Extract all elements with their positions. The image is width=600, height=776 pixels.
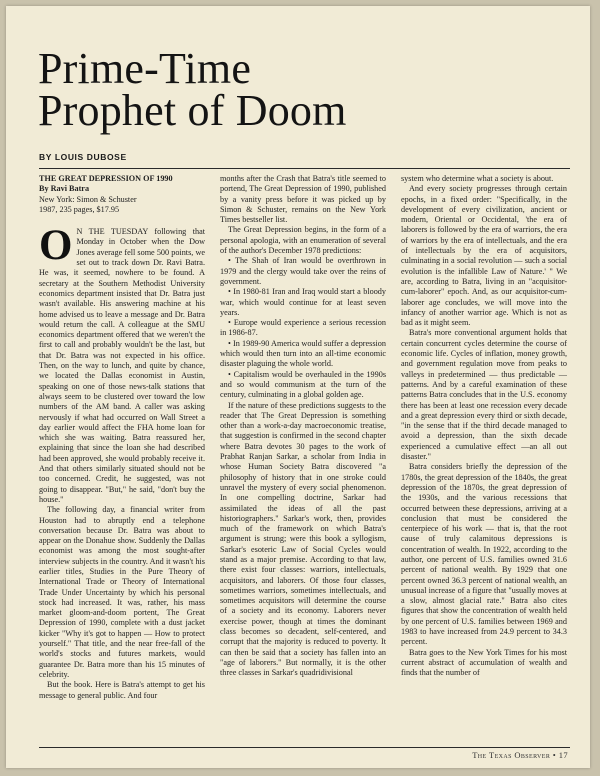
- paragraph: months after the Crash that Batra's title seemed to portend, The Great Depression of 1990, published by a vanity press before it was picked up by Simon & Schuster, remains on the New York Times bestseller list.: [220, 174, 386, 225]
- lead-paragraph: [39, 222, 205, 505]
- book-author: By Ravi Batra: [39, 184, 90, 194]
- footer-separator: •: [552, 750, 557, 760]
- article-title: [38, 44, 558, 135]
- bullet-item: • Capitalism would be overhauled in the 1990s and so would communism at the turn of the century, culminating in a global golden age.: [220, 369, 386, 400]
- title-line-2: Prophet of Doom: [38, 86, 347, 135]
- bullet-item: • Europe would experience a serious recession in 1986-87.: [220, 318, 386, 338]
- paragraph: But the book. Here is Batra's attempt to get his message to general public. And four: [39, 680, 205, 700]
- paragraph: Batra considers briefly the depression of the 1780s, the great depression of the 1840s, the great depression of the 1870s, the great depression of the 1930s, and the various recessions that occurred between these depressions, arriving at a conclusion that must be considered the centerpiece of his work — that is, that the root cause of truly calamitous depressions is concentration of wealth. In 1922, according to the author, one percent of U.S. families owned 31.6 percent of national wealth. By 1929 that one percent owned 36.3 percent of national wealth, an unusual increase of a figure that "usually moves at a slow, almost glacial rate." Batra also cites figures that show the concentration of wealth held by one percent of U.S. families between 1969 and 1983 to have increased from 24.9 percent to 34.3 percent.: [401, 462, 567, 647]
- book-title: THE GREAT DEPRESSION OF 1990: [39, 174, 173, 183]
- paragraph: Batra goes to the New York Times for his most current abstract of accumulation of wealth and finds that the number of: [401, 647, 567, 678]
- bullet-item: • In 1989-90 America would suffer a depression which would then turn into an all-time economic disaster plaguing the whole world.: [220, 338, 386, 369]
- title-line-1: Prime-Time: [38, 44, 252, 93]
- bullet-item: • In 1980-81 Iran and Iraq would start a bloody war, which would continue for at least seven years.: [220, 287, 386, 317]
- column-2: [220, 174, 386, 744]
- page-footer: [472, 750, 568, 760]
- paragraph: system who determine what a society is about.: [401, 174, 554, 183]
- book-publisher: New York: Simon & Schuster: [39, 194, 137, 204]
- column-3: [401, 174, 567, 744]
- book-info: [39, 174, 205, 215]
- paragraph: The following day, a financial writer from Houston had to abruptly end a telephone conversation because Dr. Batra was about to appear on the Donahue show. Suddenly the Dallas economist was among the most sought-after interview subjects in the country. And it wasn't his earlier titles, Studies in the Pure Theory of International Trade or Theory of International Trade Under Uncertainty by which his personal stock had increased. It was, rather, his mass market gloom-and-doom portent, The Great Depression of 1990, complete with a dust jacket kicker "Why it's got to happen — How to protect yourself." That title, and the near free-fall of the world's stocks and futures markets, would guarantee Dr. Batra more than his 15 minutes of celebrity.: [39, 505, 205, 679]
- publication-name: The Texas Observer: [472, 750, 551, 760]
- paragraph-text: N THE TUESDAY following that Monday in October when the Dow Jones average fell some 500 points, we set out to track down Dr. Ravi Batra. He was, it seemed, nowhere to be found. A secretary at the Southern Methodist University economics department insisted that Dr. Batra just wasn't available. His answering machine at his home advised us to leave a message and Dr. Batra would return the call. A colleague at the SMU economics department offered that we weren't the first to call and probably wouldn't be the last, but that Dr. Batra was not expected in his office. Then, on the way to lunch, and quite by chance, we located the Dallas economist in Austin, speaking on one of those news-talk stations that always seem to be clustered over toward the low numbers of the AM band. A caller was asking nervously if what had occurred on Wall Street a day earlier would affect the FHA home loan for which she was waiting. Batra reassured her, explaining that since the loan she had described had been approved, she would probably receive it. And that others similarly situated should not be too concerned. Credit, he suggested, was not going to disappear. "But," he said, "don't buy the house.": [39, 227, 205, 504]
- bottom-rule: [39, 747, 570, 748]
- drop-cap: O: [39, 222, 73, 270]
- column-1: [39, 174, 205, 744]
- paragraph: If the nature of these predictions suggests to the reader that The Great Depression is something other than a work-a-day macroeconomic treatise, that suggestion is confirmed in the second chapter where Batra devotes 30 pages to the work of Prabhat Ranjan Sarkar, a scholar from India in whose Human Society Batra discovered "a philosophy of history that in one stroke could unravel the mystery of every social phenomenon. In one compelling doctrine, Sarkar had assimilated the ideas of all the past historiographers." Sarkar's work, then, provides much of the framework on which Batra's argument is strung; were this book a syllogism, Sarkar's esoteric Law of Social Cycles would stand as a major premise. According to that law, there exist four classes: warriors, intellectuals, acquisitors, and laborers. Of those four classes, sometimes warriors, sometimes intellectuals, and sometimes acquisitors will determine the course of a society and its economy. Laborers never exercise power, though at times the dominant class becomes so decadent, self-centered, and corrupt that the majority is reduced to poverty. It can then be said that a society has fallen into an "age of laborers." But normally, it is the other three classes in Sarkar's quadridivisional: [220, 400, 386, 678]
- byline: BY LOUIS DUBOSE: [39, 152, 127, 162]
- bullet-item: • The Shah of Iran would be overthrown in 1979 and the clergy would take over the reins of government.: [220, 256, 386, 286]
- paragraph: Batra's more conventional argument holds that certain concurrent cycles determine the course of economic life. Cycles of inflation, money growth, and government regulation move from peaks to valleys in predetermined — thus predictable — patterns. And by a careful examination of these patterns Batra concludes that in the U.S. economy there has been at least one recession every decade and a great depression every third or sixth decade, "in the sense that if the third decade managed to avoid a depression, than the sixth decade experienced a cumulative effect —an all out disaster.": [401, 328, 567, 462]
- paragraph: And every society progresses through certain epochs, in a fixed order: "Specifically, in the development of every civilization, ancient or modern, Oriental or Occidental, 'the era of laborers is followed by the era of warriors, the era of warriors by the era of intellectuals, and the era of intellectuals by the era of acquisitors, culminating in a social revolution — such a social evolution is the infallible Law of Nature.' " We are, according to Batra, living in an "acquisitor-cum-laborer" epoch. And, as our acquisitor-cum-laborer age concludes, we will move into the infancy of another warrior age. Which is not as bad as it might seem.: [401, 184, 567, 328]
- top-rule: [39, 168, 570, 169]
- page-number: 17: [558, 750, 568, 760]
- book-details: 1987, 235 pages, $17.95: [39, 204, 120, 214]
- magazine-page: [6, 6, 590, 768]
- paragraph: The Great Depression begins, in the form of a personal apologia, with an enumeration of several of the author's December 1978 predictions:: [220, 225, 386, 256]
